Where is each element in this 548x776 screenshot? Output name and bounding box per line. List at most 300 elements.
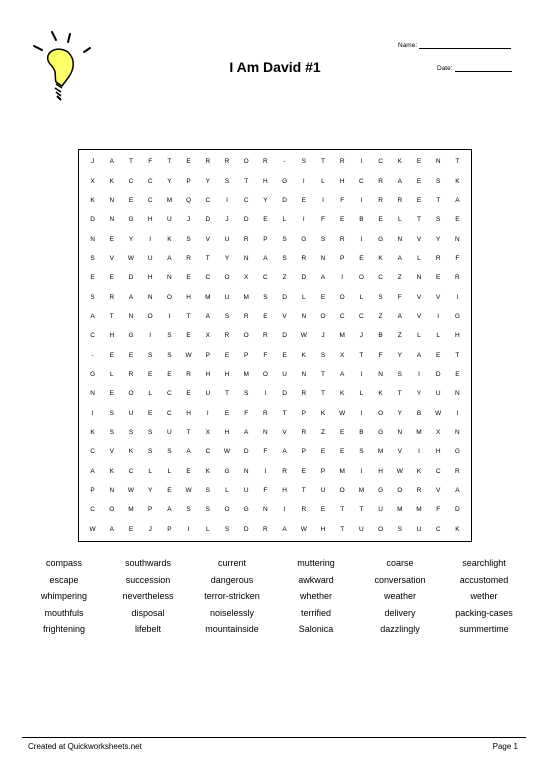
grid-letter: V	[282, 429, 287, 437]
grid-letter: E	[320, 506, 326, 514]
grid-letter: H	[378, 467, 383, 475]
grid-letter: S	[224, 177, 230, 185]
grid-letter: E	[301, 196, 306, 204]
grid-letter: A	[397, 254, 402, 262]
grid-letter: C	[205, 274, 211, 282]
word-bank-item: disposal	[131, 607, 165, 618]
grid-letter: I	[302, 216, 305, 224]
grid-letter: N	[263, 506, 268, 514]
grid-letter: K	[90, 196, 95, 204]
worksheet-title: I Am David #1	[229, 59, 321, 75]
grid-letter: M	[243, 371, 249, 379]
grid-letter: M	[128, 506, 134, 514]
grid-letter: B	[359, 429, 364, 437]
grid-letter: A	[167, 506, 172, 514]
word-bank-item: terrified	[300, 607, 331, 618]
grid-letter: G	[224, 467, 230, 475]
word-bank-item: conversation	[374, 574, 426, 585]
grid-letter: T	[109, 312, 114, 320]
grid-letter: C	[205, 196, 211, 204]
grid-letter: L	[225, 487, 229, 495]
grid-letter: Y	[416, 390, 422, 398]
grid-letter: U	[359, 525, 364, 533]
grid-letter: O	[224, 506, 230, 514]
grid-letter: M	[397, 506, 403, 514]
grid-letter: O	[243, 158, 249, 166]
grid-letter: N	[397, 429, 403, 437]
grid-letter: A	[109, 158, 114, 166]
footer-divider	[22, 737, 526, 738]
grid-letter: A	[90, 467, 95, 475]
grid-letter: E	[167, 487, 172, 495]
grid-letter: E	[436, 274, 441, 282]
grid-letter: N	[455, 429, 460, 437]
grid-letter: V	[397, 448, 402, 456]
grid-letter: N	[455, 235, 460, 243]
grid-letter: T	[225, 390, 229, 398]
grid-letter: F	[397, 293, 402, 301]
grid-letter: S	[167, 332, 172, 340]
grid-letter: T	[321, 158, 325, 166]
grid-letter: G	[301, 235, 307, 243]
grid-letter: W	[435, 409, 442, 417]
grid-letter: V	[416, 235, 422, 243]
grid-letter: K	[397, 158, 402, 166]
grid-letter: I	[264, 390, 267, 398]
grid-letter: I	[418, 371, 420, 379]
grid-letter: C	[147, 196, 153, 204]
grid-letter: C	[378, 158, 383, 166]
grid-letter: R	[263, 158, 268, 166]
grid-letter: E	[416, 196, 422, 204]
grid-letter: A	[109, 525, 114, 533]
word-bank-item: wether	[470, 591, 498, 601]
grid-letter: E	[167, 371, 172, 379]
grid-letter: D	[243, 448, 249, 456]
grid-letter: N	[301, 312, 307, 320]
grid-letter: C	[359, 177, 364, 185]
grid-letter: K	[301, 351, 306, 359]
grid-letter: J	[90, 158, 95, 166]
grid-letter: I	[360, 467, 363, 475]
grid-letter: S	[109, 409, 114, 417]
grid-letter: M	[416, 506, 422, 514]
grid-letter: I	[226, 196, 228, 204]
grid-letter: L	[282, 216, 287, 224]
grid-letter: L	[148, 390, 152, 398]
grid-letter: T	[301, 487, 306, 495]
grid-letter: A	[282, 525, 287, 533]
grid-letter: H	[339, 177, 345, 185]
grid-letter: I	[149, 235, 152, 243]
grid-letter: N	[167, 274, 172, 282]
grid-letter: T	[205, 254, 210, 262]
grid-letter: E	[186, 332, 191, 340]
grid-letter: Y	[224, 254, 230, 262]
grid-letter: S	[320, 235, 326, 243]
grid-letter: R	[282, 467, 287, 475]
grid-letter: Z	[321, 429, 325, 437]
grid-letter: R	[378, 177, 383, 185]
word-bank-item: muttering	[297, 558, 335, 568]
grid-letter: M	[339, 467, 345, 475]
grid-letter: J	[148, 525, 152, 533]
grid-letter: P	[301, 409, 306, 417]
word-bank-item: summertime	[459, 624, 509, 634]
grid-letter: G	[282, 177, 288, 185]
grid-letter: S	[436, 216, 441, 224]
grid-letter: V	[109, 254, 114, 262]
grid-letter: S	[282, 254, 287, 262]
grid-letter: E	[224, 409, 230, 417]
grid-letter: C	[263, 274, 268, 282]
grid-letter: U	[128, 409, 134, 417]
grid-letter: U	[147, 254, 153, 262]
grid-letter: Z	[397, 274, 402, 282]
grid-letter: R	[263, 525, 268, 533]
grid-letter: R	[109, 293, 115, 301]
grid-letter: L	[436, 332, 440, 340]
grid-letter: O	[243, 332, 249, 340]
grid-letter: N	[397, 235, 403, 243]
grid-letter: I	[360, 196, 363, 204]
grid-letter: S	[436, 177, 441, 185]
grid-letter: C	[90, 448, 95, 456]
grid-letter: W	[89, 525, 96, 533]
word-search-grid	[78, 149, 472, 542]
grid-letter: R	[301, 506, 307, 514]
grid-letter: S	[167, 448, 172, 456]
grid-letter: R	[301, 254, 307, 262]
grid-letter: R	[455, 467, 460, 475]
grid-letter: E	[148, 371, 153, 379]
grid-letter: K	[416, 467, 422, 475]
grid-letter: O	[128, 390, 134, 398]
grid-letter: U	[435, 390, 441, 398]
grid-letter: R	[455, 274, 460, 282]
grid-letter: W	[223, 448, 231, 456]
grid-letter: I	[437, 312, 440, 320]
grid-letter: J	[321, 332, 325, 340]
grid-letter: A	[186, 448, 191, 456]
grid-letter: N	[435, 158, 441, 166]
word-bank-item: dangerous	[210, 574, 254, 585]
grid-letter: E	[378, 216, 383, 224]
grid-letter: O	[397, 487, 403, 495]
grid-letter: X	[244, 274, 249, 282]
grid-letter: D	[90, 216, 95, 224]
grid-letter: Y	[436, 235, 441, 243]
grid-letter: E	[416, 177, 422, 185]
grid-letter: Y	[148, 487, 153, 495]
grid-letter: W	[396, 467, 403, 475]
grid-letter: R	[301, 390, 307, 398]
grid-letter: V	[436, 487, 441, 495]
grid-letter: E	[320, 448, 326, 456]
grid-letter: L	[321, 177, 325, 185]
grid-letter: R	[378, 196, 383, 204]
grid-letter: E	[109, 351, 114, 359]
date-line[interactable]	[455, 64, 512, 72]
grid-letter: C	[339, 312, 345, 320]
word-bank-item: coarse	[386, 558, 414, 568]
grid-letter: C	[243, 196, 249, 204]
grid-letter: M	[377, 448, 384, 456]
grid-letter: P	[167, 525, 172, 533]
grid-letter: I	[456, 293, 459, 301]
grid-letter: S	[167, 351, 172, 359]
grid-letter: I	[341, 274, 344, 282]
grid-letter: A	[455, 487, 460, 495]
page-number: Page 1	[492, 742, 518, 751]
grid-letter: E	[128, 351, 134, 359]
grid-letter: Y	[263, 196, 268, 204]
grid-letter: E	[109, 390, 114, 398]
word-bank-item: mountainside	[205, 624, 259, 634]
grid-letter: O	[339, 487, 345, 495]
grid-letter: N	[455, 390, 460, 398]
grid-letter: L	[167, 467, 172, 475]
grid-letter: T	[282, 409, 287, 417]
grid-letter: G	[378, 487, 384, 495]
grid-letter: U	[282, 371, 287, 379]
grid-letter: E	[224, 351, 230, 359]
grid-letter: D	[128, 274, 134, 282]
grid-letter: E	[340, 216, 345, 224]
grid-letter: A	[455, 196, 460, 204]
grid-letter: N	[263, 429, 268, 437]
grid-letter: N	[109, 216, 115, 224]
grid-letter: E	[186, 390, 191, 398]
grid-letter: S	[90, 293, 95, 301]
grid-letter: I	[283, 506, 286, 514]
grid-letter: T	[340, 506, 345, 514]
grid-letter: N	[128, 312, 134, 320]
grid-letter: S	[301, 158, 306, 166]
grid-letter: F	[378, 351, 383, 359]
grid-letter: K	[205, 467, 210, 475]
grid-letter: C	[147, 177, 153, 185]
grid-letter: S	[224, 312, 230, 320]
grid-letter: U	[224, 293, 230, 301]
grid-letter: S	[148, 429, 153, 437]
date-field[interactable]	[437, 64, 512, 72]
grid-letter: D	[435, 371, 441, 379]
name-field[interactable]	[398, 41, 511, 49]
word-bank-item: packing-cases	[455, 607, 513, 618]
word-bank-item: delivery	[384, 607, 416, 618]
grid-letter: N	[243, 254, 249, 262]
grid-letter: L	[359, 390, 364, 398]
grid-letter: K	[455, 177, 460, 185]
word-bank	[22, 557, 526, 637]
grid-letter: O	[339, 293, 345, 301]
grid-letter: F	[263, 487, 268, 495]
grid-letter: J	[225, 216, 229, 224]
grid-letter: E	[90, 274, 95, 282]
grid-letter: E	[282, 351, 287, 359]
grid-letter: -	[91, 351, 94, 359]
grid-letter: W	[339, 409, 346, 417]
grid-letter: K	[455, 525, 460, 533]
grid-letter: E	[128, 196, 134, 204]
grid-letter: A	[416, 351, 422, 359]
grid-letter: K	[128, 448, 134, 456]
grid-letter: S	[263, 293, 268, 301]
grid-letter: R	[263, 332, 268, 340]
grid-letter: R	[224, 332, 230, 340]
grid-letter: K	[109, 467, 114, 475]
grid-letter: V	[436, 293, 441, 301]
grid-letter: J	[186, 216, 191, 224]
grid-letter: R	[205, 158, 211, 166]
grid-letter: W	[127, 487, 135, 495]
grid-letter: C	[435, 467, 441, 475]
grid-letter: E	[455, 371, 460, 379]
grid-letter: F	[436, 506, 441, 514]
grid-letter: I	[360, 409, 363, 417]
word-bank-item: current	[217, 558, 246, 568]
name-line[interactable]	[419, 41, 511, 49]
grid-letter: Z	[378, 312, 383, 320]
name-label: Name:	[398, 42, 418, 49]
word-bank-item: noiselessly	[209, 607, 255, 618]
grid-letter: C	[359, 312, 364, 320]
grid-letter: Q	[186, 196, 192, 204]
grid-letter: H	[224, 429, 230, 437]
grid-letter: H	[320, 525, 326, 533]
grid-letter: L	[397, 216, 402, 224]
grid-letter: M	[243, 293, 249, 301]
grid-letter: V	[205, 235, 210, 243]
word-bank-item: accustomed	[459, 574, 509, 585]
grid-letter: N	[109, 196, 115, 204]
grid-letter: T	[244, 177, 249, 185]
grid-letter: N	[301, 371, 307, 379]
grid-letter: S	[397, 371, 402, 379]
grid-letter: I	[149, 332, 152, 340]
grid-letter: W	[185, 351, 192, 359]
grid-letter: N	[378, 371, 383, 379]
word-bank-item: mouthfuls	[44, 607, 84, 618]
grid-letter: B	[378, 332, 383, 340]
grid-letter: N	[243, 467, 249, 475]
grid-letter: V	[109, 448, 114, 456]
word-bank-item: lifebelt	[134, 624, 161, 634]
grid-letter: E	[301, 467, 306, 475]
grid-letter: P	[320, 467, 326, 475]
grid-letter: N	[147, 293, 153, 301]
grid-letter: I	[206, 409, 209, 417]
grid-letter: V	[416, 312, 422, 320]
word-bank-item: escape	[49, 574, 79, 585]
grid-letter: D	[282, 196, 287, 204]
grid-letter: W	[300, 332, 307, 340]
grid-letter: H	[109, 332, 115, 340]
grid-letter: U	[378, 506, 383, 514]
grid-letter: S	[224, 525, 230, 533]
grid-letter: C	[435, 525, 441, 533]
grid-letter: E	[186, 467, 191, 475]
grid-letter: F	[263, 351, 268, 359]
grid-letter: -	[283, 158, 286, 166]
grid-letter: O	[166, 293, 172, 301]
grid-letter: Y	[397, 409, 402, 417]
grid-letter: E	[340, 448, 345, 456]
grid-letter: E	[416, 158, 422, 166]
grid-letter: L	[205, 525, 210, 533]
grid-letter: H	[435, 448, 441, 456]
grid-letter: A	[244, 429, 249, 437]
grid-letter: N	[90, 390, 95, 398]
grid-letter: R	[186, 254, 191, 262]
word-bank-item: searchlight	[462, 558, 506, 568]
grid-letter: H	[205, 371, 211, 379]
grid-letter: I	[418, 448, 420, 456]
grid-letter: V	[282, 312, 287, 320]
grid-letter: L	[417, 254, 421, 262]
grid-letter: M	[205, 293, 211, 301]
grid-letter: S	[205, 487, 210, 495]
grid-letter: T	[455, 158, 460, 166]
grid-letter: G	[128, 216, 134, 224]
grid-letter: I	[91, 409, 94, 417]
word-bank-item: frightening	[42, 624, 86, 634]
grid-letter: T	[340, 525, 345, 533]
grid-letter: A	[397, 312, 402, 320]
grid-letter: R	[128, 371, 134, 379]
grid-letter: Y	[167, 177, 172, 185]
grid-letter: B	[359, 216, 364, 224]
grid-letter: M	[358, 487, 365, 495]
grid-letter: N	[320, 254, 326, 262]
grid-letter: E	[109, 235, 114, 243]
grid-letter: S	[205, 506, 210, 514]
grid-letter: R	[224, 158, 230, 166]
grid-letter: S	[90, 254, 95, 262]
grid-letter: A	[263, 254, 268, 262]
grid-letter: I	[456, 409, 459, 417]
grid-letter: I	[360, 158, 363, 166]
grid-letter: A	[397, 177, 402, 185]
grid-letter: A	[282, 448, 287, 456]
grid-letter: G	[90, 371, 96, 379]
grid-letter: F	[244, 409, 249, 417]
word-bank-item: southwards	[124, 558, 172, 568]
grid-letter: U	[224, 235, 230, 243]
grid-letter: C	[378, 274, 383, 282]
grid-letter: K	[320, 409, 326, 417]
grid-letter: O	[147, 312, 153, 320]
grid-letter: J	[359, 332, 364, 340]
grid-letter: V	[416, 293, 422, 301]
grid-letter: U	[167, 429, 172, 437]
grid-letter: I	[322, 196, 324, 204]
grid-letter: H	[224, 371, 230, 379]
word-bank-item: succession	[125, 574, 171, 585]
grid-letter: T	[455, 351, 460, 359]
grid-letter: U	[320, 487, 326, 495]
grid-letter: P	[186, 177, 191, 185]
grid-letter: H	[147, 216, 153, 224]
grid-letter: T	[186, 312, 191, 320]
grid-letter: N	[109, 487, 115, 495]
grid-letter: R	[416, 487, 422, 495]
grid-letter: D	[243, 525, 249, 533]
footer-credit: Created at Quickworksheets.net	[28, 742, 142, 751]
grid-letter: E	[320, 293, 326, 301]
grid-letter: I	[360, 371, 363, 379]
